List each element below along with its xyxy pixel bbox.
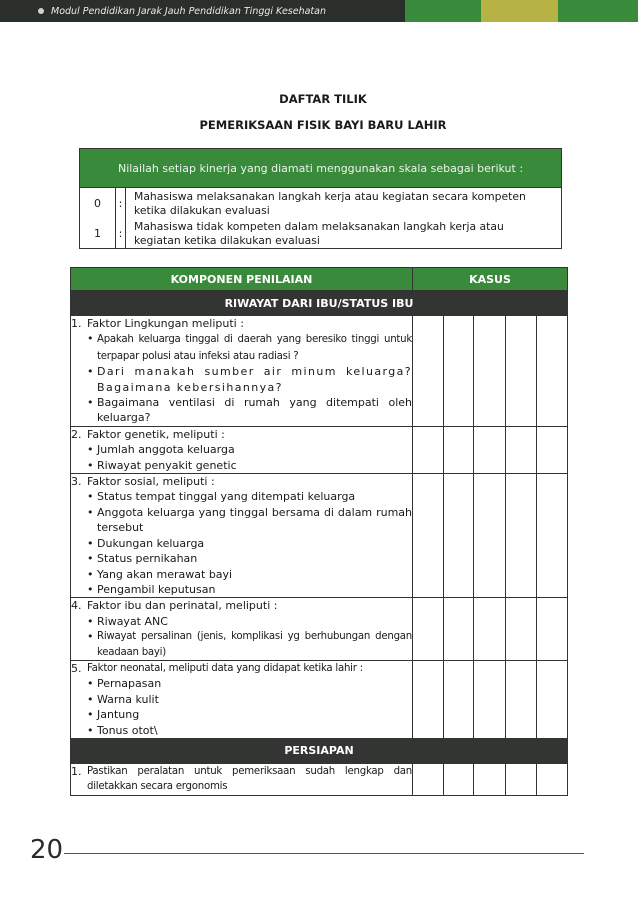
bullet-icon: • xyxy=(87,614,94,628)
bullet-icon: • xyxy=(87,552,94,566)
bullet-icon: • xyxy=(87,723,94,737)
item-cell xyxy=(71,763,413,795)
item-subpoint: Jumlah anggota keluarga xyxy=(97,443,235,457)
kasus-checkbox-cell[interactable] xyxy=(474,763,506,795)
bullet-icon: • xyxy=(87,396,94,410)
kasus-checkbox-cell[interactable] xyxy=(413,763,444,795)
item-title: Faktor sosial, meliputi : xyxy=(87,475,215,489)
bullet-icon: • xyxy=(87,630,94,644)
section-heading-persiapan: PERSIAPAN xyxy=(71,738,568,763)
kasus-checkbox-cell[interactable] xyxy=(474,426,506,473)
kasus-checkbox-cell[interactable] xyxy=(506,763,537,795)
kasus-checkbox-cell[interactable] xyxy=(537,474,568,598)
kasus-checkbox-cell[interactable] xyxy=(506,474,537,598)
item-subpoint: Dukungan keluarga xyxy=(97,536,205,550)
bullet-icon: • xyxy=(87,567,94,581)
item-subpoint: Anggota keluarga yang tinggal bersama di dalam rumah tersebut xyxy=(97,505,412,535)
item-title: Faktor Lingkungan meliputi : xyxy=(87,317,244,330)
item-cell xyxy=(71,426,413,473)
kasus-checkbox-cell[interactable] xyxy=(506,426,537,473)
kasus-checkbox-cell[interactable] xyxy=(474,474,506,598)
kasus-checkbox-cell[interactable] xyxy=(474,598,506,661)
kasus-checkbox-cell[interactable] xyxy=(474,660,506,738)
bullet-icon: • xyxy=(87,692,94,706)
kasus-checkbox-cell[interactable] xyxy=(537,763,568,795)
item-title: Faktor neonatal, meliputi data yang didapat ketika lahir : xyxy=(87,662,363,674)
kasus-checkbox-cell[interactable] xyxy=(444,316,474,427)
bullet-icon: • xyxy=(87,443,94,457)
item-subpoint: Jantung xyxy=(97,708,140,722)
bullet-icon: • xyxy=(87,490,94,504)
item-cell xyxy=(71,660,413,738)
table-row xyxy=(71,316,568,427)
header-color-block-olive xyxy=(481,0,558,22)
item-subpoint: Dari manakah sumber air minum keluarga? Bagaimana kebersihannya? xyxy=(97,365,412,394)
item-subpoint: Bagaimana ventilasi di rumah yang ditempati oleh keluarga? xyxy=(97,396,412,425)
item-cell xyxy=(71,474,413,598)
table-row xyxy=(71,474,568,598)
bullet-icon: • xyxy=(87,582,94,596)
bullet-icon: • xyxy=(87,505,94,519)
kasus-checkbox-cell[interactable] xyxy=(413,316,444,427)
scale-heading: Nilailah setiap kinerja yang diamati menggunakan skala sebagai berikut : xyxy=(80,149,561,188)
item-cell xyxy=(71,316,413,427)
section-row xyxy=(71,738,568,763)
item-subpoint: Riwayat penyakit genetic xyxy=(97,458,237,472)
bullet-icon: • xyxy=(87,708,94,722)
module-title: Modul Pendidikan Jarak Jauh Pendidikan Tinggi Kesehatan xyxy=(51,5,326,17)
kasus-checkbox-cell[interactable] xyxy=(413,598,444,661)
kasus-checkbox-cell[interactable] xyxy=(413,660,444,738)
item-subpoint: Apakah keluarga tinggal di daerah yang beresiko tinggi untuk terpapar polusi atau infeksi atau radiasi ? xyxy=(97,334,412,362)
kasus-checkbox-cell[interactable] xyxy=(537,598,568,661)
item-cell xyxy=(71,598,413,661)
kasus-checkbox-cell[interactable] xyxy=(506,660,537,738)
scale-score: 0 xyxy=(80,188,116,218)
header-title-bar xyxy=(0,0,405,22)
item-number: 1. xyxy=(71,764,82,778)
item-title: Faktor genetik, meliputi : xyxy=(87,427,225,441)
section-row xyxy=(71,291,568,316)
scale-description: Mahasiswa melaksanakan langkah kerja atau kegiatan secara kompeten ketika dilakukan evaluasi xyxy=(134,190,526,217)
scale-score: 1 xyxy=(80,218,116,248)
column-header-kasus: KASUS xyxy=(413,268,568,291)
bullet-icon: • xyxy=(87,332,94,346)
item-subpoint: Tonus otot\ xyxy=(97,723,158,737)
item-number: 3. xyxy=(71,475,82,489)
item-subpoint: Status tempat tinggal yang ditempati keluarga xyxy=(97,490,356,504)
kasus-checkbox-cell[interactable] xyxy=(444,763,474,795)
table-row xyxy=(71,598,568,661)
page-number: 20 xyxy=(30,835,64,865)
scale-colon: : xyxy=(116,218,126,248)
scale-row xyxy=(80,218,561,248)
table-row xyxy=(71,426,568,473)
table-row xyxy=(71,763,568,795)
item-title: Pastikan peralatan untuk pemeriksaan sudah lengkap dan diletakkan secara ergonomis xyxy=(87,765,412,793)
item-subpoint: Pengambil keputusan xyxy=(97,582,216,596)
kasus-checkbox-cell[interactable] xyxy=(444,598,474,661)
assessment-table xyxy=(70,267,568,796)
kasus-checkbox-cell[interactable] xyxy=(413,426,444,473)
kasus-checkbox-cell[interactable] xyxy=(474,316,506,427)
item-subpoint: Warna kulit xyxy=(97,692,159,706)
kasus-checkbox-cell[interactable] xyxy=(537,426,568,473)
scale-box xyxy=(79,148,562,249)
item-subpoint: Pernapasan xyxy=(97,677,162,691)
item-subpoint: Riwayat ANC xyxy=(97,614,168,628)
item-subpoint: Yang akan merawat bayi xyxy=(97,567,233,581)
scale-description: Mahasiswa tidak kompeten dalam melaksanakan langkah kerja atau kegiatan ketika dilakukan evaluasi xyxy=(134,220,504,247)
bullet-icon: • xyxy=(87,458,94,472)
kasus-checkbox-cell[interactable] xyxy=(413,474,444,598)
scale-colon: : xyxy=(116,188,126,218)
table-header-row xyxy=(71,268,568,291)
item-subpoint: Riwayat persalinan (jenis, komplikasi yg berhubungan dengan keadaan bayi) xyxy=(97,631,412,658)
header-color-block-green-2 xyxy=(558,0,638,22)
item-subpoint: Status pernikahan xyxy=(97,552,198,566)
header-color-block-green xyxy=(405,0,481,22)
item-number: 5. xyxy=(71,661,82,675)
item-title: Faktor ibu dan perinatal, meliputi : xyxy=(87,599,278,613)
section-heading-riwayat: RIWAYAT DARI IBU/STATUS IBU xyxy=(71,291,568,316)
page-header xyxy=(0,0,638,22)
bullet-icon: • xyxy=(87,677,94,691)
kasus-checkbox-cell[interactable] xyxy=(537,316,568,427)
column-header-komponen: KOMPONEN PENILAIAN xyxy=(71,268,413,291)
item-number: 1. xyxy=(71,317,82,330)
kasus-checkbox-cell[interactable] xyxy=(506,598,537,661)
doc-subtitle: PEMERIKSAAN FISIK BAYI BARU LAHIR xyxy=(199,118,447,132)
kasus-checkbox-cell[interactable] xyxy=(444,660,474,738)
bullet-icon: • xyxy=(87,365,94,379)
item-number: 2. xyxy=(71,427,82,441)
kasus-checkbox-cell[interactable] xyxy=(444,474,474,598)
doc-title: DAFTAR TILIK xyxy=(279,92,367,106)
scale-row xyxy=(80,188,561,218)
bullet-icon: • xyxy=(87,536,94,550)
item-number: 4. xyxy=(71,599,82,613)
kasus-checkbox-cell[interactable] xyxy=(537,660,568,738)
bullet-icon xyxy=(38,8,44,14)
kasus-checkbox-cell[interactable] xyxy=(506,316,537,427)
table-row xyxy=(71,660,568,738)
footer-divider xyxy=(64,853,584,854)
kasus-checkbox-cell[interactable] xyxy=(444,426,474,473)
